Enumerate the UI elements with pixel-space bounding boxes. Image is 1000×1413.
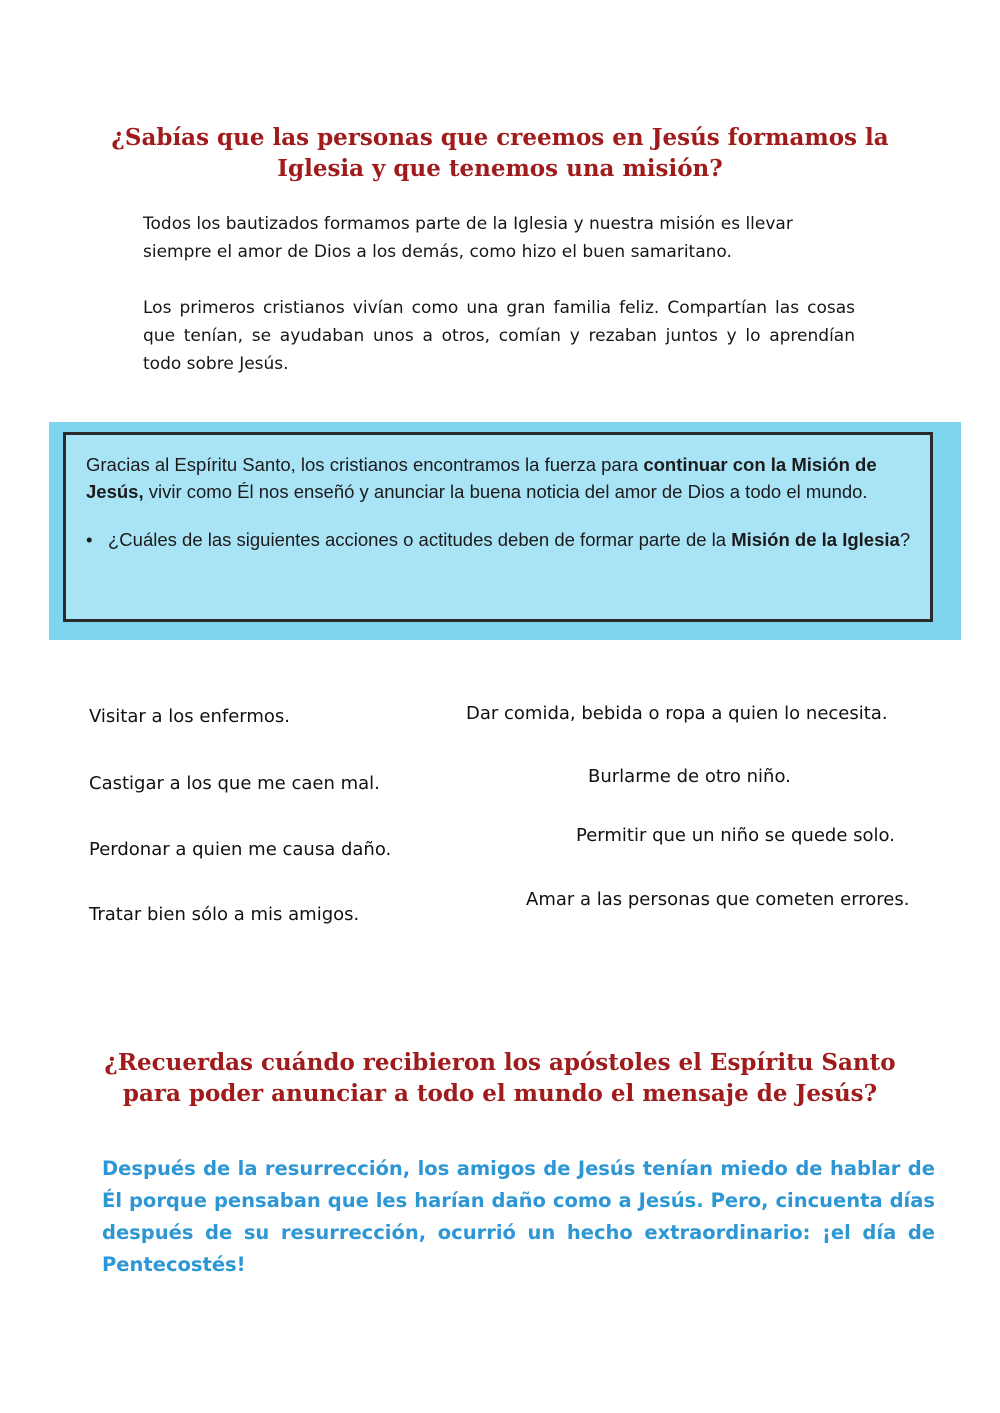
intro-paragraph-1-line1: Todos los bautizados formamos parte de la Iglesia y nuestra misión es llevar [143,214,793,234]
section2-heading-line2: para poder anunciar a todo el mundo el mensaje de Jesús? [122,1080,878,1107]
intro-paragraph-1 [143,210,855,266]
option-permitir-solo[interactable]: Permitir que un niño se quede solo. [576,825,895,846]
bullet-icon: • [86,529,93,550]
option-burlarme[interactable]: Burlarme de otro niño. [588,766,791,787]
info-box-question [86,526,916,553]
info-box-text-part1: Gracias al Espíritu Santo, los cristianos encontramos la fuerza para [86,454,644,475]
info-box-inner [63,432,933,622]
info-box-question-text [108,526,910,553]
option-castigar[interactable]: Castigar a los que me caen mal. [89,773,380,794]
option-tratar-bien-amigos[interactable]: Tratar bien sólo a mis amigos. [89,904,360,925]
section1-heading [100,122,900,184]
info-box [49,422,961,640]
info-box-text-bold: continuar con la Misión de Jesús, [86,454,877,502]
pentecost-paragraph: Después de la resurrección, los amigos de Jesús tenían miedo de hablar de Él porque pensaban que les harían daño como a Jesús. Pero, cincuenta días después de su resurrección, ocurrió un hecho extraordinario: ¡el día de Pentecostés! [102,1157,935,1276]
question-bold: Misión de la Iglesia [731,529,900,550]
question-part1: ¿Cuáles de las siguientes acciones o actitudes deben de formar parte de la [108,529,732,550]
section2-heading [100,1047,900,1109]
option-perdonar[interactable]: Perdonar a quien me causa daño. [89,839,392,860]
intro-paragraph-1-line2: siempre el amor de Dios a los demás, como hizo el buen samaritano. [143,242,732,262]
question-end: ? [899,529,911,550]
intro-paragraph-2: Los primeros cristianos vivían como una gran familia feliz. Compartían las cosas que tenían, se ayudaban unos a otros, comían y rezaban juntos y lo aprendían todo sobre Jesús. [143,298,855,374]
section2-heading-line1: ¿Recuerdas cuándo recibieron los apóstoles el Espíritu Santo [104,1049,896,1076]
section1-heading-line2: Iglesia y que tenemos una misión? [277,155,723,182]
option-visitar-enfermos[interactable]: Visitar a los enfermos. [89,706,290,727]
section1-heading-line1: ¿Sabías que las personas que creemos en Jesús formamos la [111,124,889,151]
info-box-text-part2: vivir como Él nos enseñó y anunciar la buena noticia del amor de Dios a todo el mundo. [143,481,868,502]
option-dar-comida[interactable]: Dar comida, bebida o ropa a quien lo necesita. [466,703,888,724]
info-box-text [86,451,916,505]
option-amar-personas[interactable]: Amar a las personas que cometen errores. [526,889,910,910]
